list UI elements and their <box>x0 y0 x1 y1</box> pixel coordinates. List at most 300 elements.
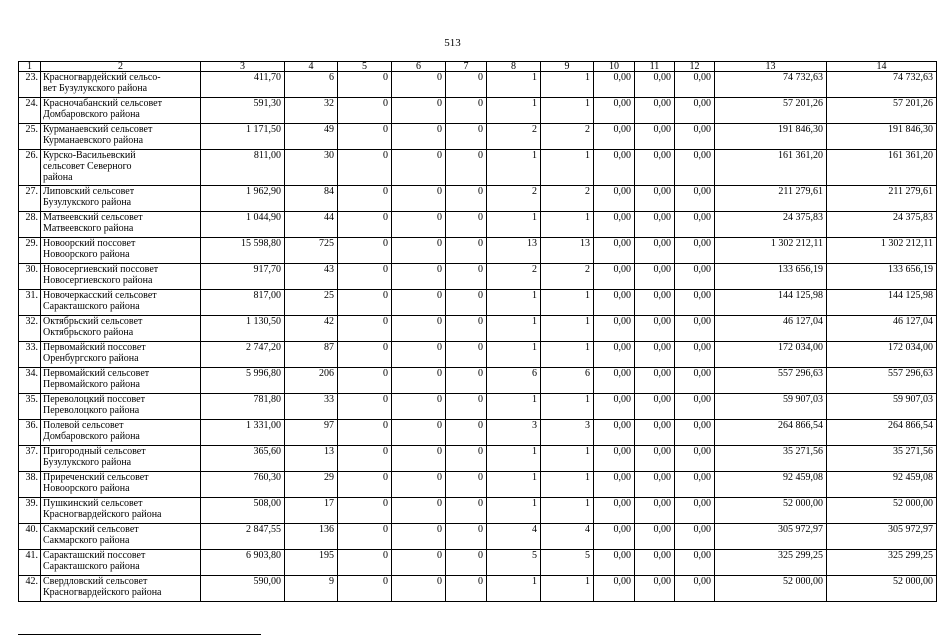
value-cell-col-6: 0 <box>392 498 446 524</box>
value-cell-col-3: 2 847,55 <box>201 524 285 550</box>
row-number: 24. <box>19 98 41 124</box>
value-cell-col-11: 0,00 <box>635 212 675 238</box>
value-cell-col-14: 161 361,20 <box>827 150 937 186</box>
table-row <box>19 290 937 316</box>
value-cell-col-6: 0 <box>392 576 446 602</box>
value-cell-col-12: 0,00 <box>675 264 715 290</box>
value-cell-col-11: 0,00 <box>635 264 675 290</box>
value-cell-col-11: 0,00 <box>635 342 675 368</box>
value-cell-col-5: 0 <box>338 446 392 472</box>
value-cell-col-3: 811,00 <box>201 150 285 186</box>
value-cell-col-8: 1 <box>487 98 541 124</box>
table-row <box>19 72 937 98</box>
value-cell-col-7: 0 <box>446 420 487 446</box>
row-number: 41. <box>19 550 41 576</box>
table-row <box>19 264 937 290</box>
value-cell-col-6: 0 <box>392 150 446 186</box>
value-cell-col-14: 325 299,25 <box>827 550 937 576</box>
value-cell-col-4: 25 <box>285 290 338 316</box>
column-header-6: 6 <box>392 62 446 72</box>
value-cell-col-12: 0,00 <box>675 212 715 238</box>
table-row <box>19 394 937 420</box>
value-cell-col-8: 4 <box>487 524 541 550</box>
value-cell-col-11: 0,00 <box>635 498 675 524</box>
column-header-10: 10 <box>594 62 635 72</box>
value-cell-col-13: 57 201,26 <box>715 98 827 124</box>
value-cell-col-8: 1 <box>487 342 541 368</box>
value-cell-col-6: 0 <box>392 550 446 576</box>
value-cell-col-8: 13 <box>487 238 541 264</box>
value-cell-col-6: 0 <box>392 264 446 290</box>
value-cell-col-5: 0 <box>338 290 392 316</box>
value-cell-col-7: 0 <box>446 394 487 420</box>
value-cell-col-5: 0 <box>338 394 392 420</box>
value-cell-col-10: 0,00 <box>594 472 635 498</box>
value-cell-col-10: 0,00 <box>594 290 635 316</box>
value-cell-col-4: 49 <box>285 124 338 150</box>
municipality-name: Свердловский сельсовет Красногвардейского района <box>41 576 201 602</box>
table-row <box>19 238 937 264</box>
value-cell-col-8: 1 <box>487 212 541 238</box>
value-cell-col-8: 6 <box>487 368 541 394</box>
value-cell-col-6: 0 <box>392 446 446 472</box>
value-cell-col-14: 92 459,08 <box>827 472 937 498</box>
municipality-name: Переволоцкий поссовет Переволоцкого района <box>41 394 201 420</box>
value-cell-col-12: 0,00 <box>675 524 715 550</box>
value-cell-col-6: 0 <box>392 290 446 316</box>
value-cell-col-14: 133 656,19 <box>827 264 937 290</box>
value-cell-col-10: 0,00 <box>594 394 635 420</box>
municipality-name: Новоорский поссовет Новоорского района <box>41 238 201 264</box>
value-cell-col-14: 24 375,83 <box>827 212 937 238</box>
value-cell-col-14: 264 866,54 <box>827 420 937 446</box>
value-cell-col-12: 0,00 <box>675 550 715 576</box>
value-cell-col-13: 172 034,00 <box>715 342 827 368</box>
value-cell-col-4: 29 <box>285 472 338 498</box>
table-body <box>19 62 937 602</box>
table-row <box>19 498 937 524</box>
value-cell-col-13: 35 271,56 <box>715 446 827 472</box>
value-cell-col-13: 325 299,25 <box>715 550 827 576</box>
value-cell-col-10: 0,00 <box>594 124 635 150</box>
value-cell-col-4: 13 <box>285 446 338 472</box>
table-row <box>19 368 937 394</box>
municipality-name: Первомайский сельсовет Первомайского района <box>41 368 201 394</box>
value-cell-col-5: 0 <box>338 150 392 186</box>
value-cell-col-8: 1 <box>487 576 541 602</box>
value-cell-col-9: 13 <box>541 238 594 264</box>
table-row <box>19 342 937 368</box>
value-cell-col-6: 0 <box>392 420 446 446</box>
value-cell-col-5: 0 <box>338 472 392 498</box>
value-cell-col-7: 0 <box>446 238 487 264</box>
value-cell-col-7: 0 <box>446 98 487 124</box>
value-cell-col-7: 0 <box>446 576 487 602</box>
value-cell-col-11: 0,00 <box>635 368 675 394</box>
value-cell-col-3: 1 962,90 <box>201 186 285 212</box>
value-cell-col-13: 46 127,04 <box>715 316 827 342</box>
table-row <box>19 446 937 472</box>
value-cell-col-3: 781,80 <box>201 394 285 420</box>
value-cell-col-13: 59 907,03 <box>715 394 827 420</box>
value-cell-col-13: 305 972,97 <box>715 524 827 550</box>
municipality-name: Сакмарский сельсовет Сакмарского района <box>41 524 201 550</box>
value-cell-col-6: 0 <box>392 316 446 342</box>
value-cell-col-11: 0,00 <box>635 576 675 602</box>
value-cell-col-6: 0 <box>392 186 446 212</box>
value-cell-col-11: 0,00 <box>635 290 675 316</box>
value-cell-col-8: 5 <box>487 550 541 576</box>
value-cell-col-13: 74 732,63 <box>715 72 827 98</box>
value-cell-col-5: 0 <box>338 524 392 550</box>
value-cell-col-10: 0,00 <box>594 420 635 446</box>
value-cell-col-14: 74 732,63 <box>827 72 937 98</box>
value-cell-col-4: 33 <box>285 394 338 420</box>
value-cell-col-4: 9 <box>285 576 338 602</box>
value-cell-col-14: 57 201,26 <box>827 98 937 124</box>
value-cell-col-4: 42 <box>285 316 338 342</box>
value-cell-col-4: 43 <box>285 264 338 290</box>
value-cell-col-9: 6 <box>541 368 594 394</box>
value-cell-col-5: 0 <box>338 342 392 368</box>
column-header-11: 11 <box>635 62 675 72</box>
value-cell-col-10: 0,00 <box>594 264 635 290</box>
value-cell-col-11: 0,00 <box>635 524 675 550</box>
value-cell-col-13: 144 125,98 <box>715 290 827 316</box>
value-cell-col-5: 0 <box>338 264 392 290</box>
column-header-5: 5 <box>338 62 392 72</box>
value-cell-col-4: 97 <box>285 420 338 446</box>
value-cell-col-8: 2 <box>487 186 541 212</box>
row-number: 35. <box>19 394 41 420</box>
value-cell-col-6: 0 <box>392 98 446 124</box>
value-cell-col-11: 0,00 <box>635 98 675 124</box>
value-cell-col-3: 15 598,80 <box>201 238 285 264</box>
value-cell-col-10: 0,00 <box>594 368 635 394</box>
municipality-name: Пригородный сельсовет Бузулукского района <box>41 446 201 472</box>
value-cell-col-11: 0,00 <box>635 394 675 420</box>
value-cell-col-7: 0 <box>446 524 487 550</box>
value-cell-col-14: 144 125,98 <box>827 290 937 316</box>
value-cell-col-3: 1 130,50 <box>201 316 285 342</box>
value-cell-col-8: 3 <box>487 420 541 446</box>
value-cell-col-5: 0 <box>338 550 392 576</box>
value-cell-col-4: 17 <box>285 498 338 524</box>
value-cell-col-4: 32 <box>285 98 338 124</box>
municipality-name: Полевой сельсовет Домбаровского района <box>41 420 201 446</box>
value-cell-col-11: 0,00 <box>635 186 675 212</box>
footnote-divider <box>18 634 261 635</box>
value-cell-col-4: 195 <box>285 550 338 576</box>
value-cell-col-14: 305 972,97 <box>827 524 937 550</box>
value-cell-col-9: 1 <box>541 316 594 342</box>
value-cell-col-7: 0 <box>446 212 487 238</box>
value-cell-col-11: 0,00 <box>635 446 675 472</box>
value-cell-col-9: 2 <box>541 124 594 150</box>
value-cell-col-10: 0,00 <box>594 550 635 576</box>
row-number: 31. <box>19 290 41 316</box>
value-cell-col-13: 92 459,08 <box>715 472 827 498</box>
value-cell-col-5: 0 <box>338 212 392 238</box>
value-cell-col-12: 0,00 <box>675 368 715 394</box>
value-cell-col-9: 1 <box>541 472 594 498</box>
municipality-name: Первомайский поссовет Оренбургского района <box>41 342 201 368</box>
municipality-name: Саракташский поссовет Саракташского района <box>41 550 201 576</box>
value-cell-col-5: 0 <box>338 316 392 342</box>
value-cell-col-3: 508,00 <box>201 498 285 524</box>
value-cell-col-13: 211 279,61 <box>715 186 827 212</box>
row-number: 23. <box>19 72 41 98</box>
value-cell-col-10: 0,00 <box>594 316 635 342</box>
value-cell-col-9: 1 <box>541 150 594 186</box>
municipality-name: Курманаевский сельсовет Курманаевского района <box>41 124 201 150</box>
row-number: 38. <box>19 472 41 498</box>
value-cell-col-4: 87 <box>285 342 338 368</box>
value-cell-col-4: 44 <box>285 212 338 238</box>
row-number: 27. <box>19 186 41 212</box>
value-cell-col-3: 411,70 <box>201 72 285 98</box>
column-header-7: 7 <box>446 62 487 72</box>
value-cell-col-9: 1 <box>541 290 594 316</box>
value-cell-col-11: 0,00 <box>635 316 675 342</box>
value-cell-col-7: 0 <box>446 342 487 368</box>
municipality-name: Пушкинский сельсовет Красногвардейского района <box>41 498 201 524</box>
value-cell-col-6: 0 <box>392 124 446 150</box>
value-cell-col-3: 1 044,90 <box>201 212 285 238</box>
value-cell-col-7: 0 <box>446 290 487 316</box>
value-cell-col-13: 52 000,00 <box>715 576 827 602</box>
value-cell-col-14: 191 846,30 <box>827 124 937 150</box>
table-row <box>19 98 937 124</box>
value-cell-col-7: 0 <box>446 498 487 524</box>
value-cell-col-7: 0 <box>446 264 487 290</box>
value-cell-col-9: 1 <box>541 394 594 420</box>
value-cell-col-11: 0,00 <box>635 72 675 98</box>
value-cell-col-12: 0,00 <box>675 394 715 420</box>
value-cell-col-8: 1 <box>487 394 541 420</box>
value-cell-col-5: 0 <box>338 98 392 124</box>
value-cell-col-5: 0 <box>338 498 392 524</box>
value-cell-col-6: 0 <box>392 342 446 368</box>
value-cell-col-12: 0,00 <box>675 186 715 212</box>
value-cell-col-10: 0,00 <box>594 212 635 238</box>
row-number: 36. <box>19 420 41 446</box>
value-cell-col-4: 30 <box>285 150 338 186</box>
value-cell-col-9: 1 <box>541 498 594 524</box>
table-header-row <box>19 62 937 72</box>
value-cell-col-8: 1 <box>487 498 541 524</box>
page-number: 513 <box>444 37 461 49</box>
value-cell-col-12: 0,00 <box>675 498 715 524</box>
value-cell-col-10: 0,00 <box>594 524 635 550</box>
value-cell-col-6: 0 <box>392 472 446 498</box>
table-row <box>19 150 937 186</box>
row-number: 39. <box>19 498 41 524</box>
municipality-name: Новосергиевский поссовет Новосергиевского района <box>41 264 201 290</box>
value-cell-col-9: 1 <box>541 446 594 472</box>
value-cell-col-11: 0,00 <box>635 150 675 186</box>
value-cell-col-8: 2 <box>487 264 541 290</box>
value-cell-col-3: 760,30 <box>201 472 285 498</box>
value-cell-col-9: 2 <box>541 264 594 290</box>
value-cell-col-14: 52 000,00 <box>827 498 937 524</box>
value-cell-col-14: 557 296,63 <box>827 368 937 394</box>
value-cell-col-3: 365,60 <box>201 446 285 472</box>
row-number: 30. <box>19 264 41 290</box>
column-header-4: 4 <box>285 62 338 72</box>
value-cell-col-3: 591,30 <box>201 98 285 124</box>
value-cell-col-13: 264 866,54 <box>715 420 827 446</box>
municipality-name: Красночабанский сельсовет Домбаровского района <box>41 98 201 124</box>
value-cell-col-7: 0 <box>446 186 487 212</box>
value-cell-col-5: 0 <box>338 238 392 264</box>
table-row <box>19 524 937 550</box>
table-row <box>19 212 937 238</box>
value-cell-col-9: 5 <box>541 550 594 576</box>
value-cell-col-12: 0,00 <box>675 290 715 316</box>
value-cell-col-3: 5 996,80 <box>201 368 285 394</box>
value-cell-col-7: 0 <box>446 550 487 576</box>
municipality-name: Липовский сельсовет Бузулукского района <box>41 186 201 212</box>
value-cell-col-4: 136 <box>285 524 338 550</box>
value-cell-col-6: 0 <box>392 394 446 420</box>
value-cell-col-13: 24 375,83 <box>715 212 827 238</box>
value-cell-col-8: 1 <box>487 72 541 98</box>
value-cell-col-8: 1 <box>487 290 541 316</box>
value-cell-col-9: 4 <box>541 524 594 550</box>
row-number: 26. <box>19 150 41 186</box>
value-cell-col-12: 0,00 <box>675 472 715 498</box>
value-cell-col-8: 1 <box>487 150 541 186</box>
value-cell-col-11: 0,00 <box>635 124 675 150</box>
value-cell-col-9: 1 <box>541 72 594 98</box>
table-row <box>19 576 937 602</box>
value-cell-col-5: 0 <box>338 576 392 602</box>
table-row <box>19 186 937 212</box>
value-cell-col-13: 191 846,30 <box>715 124 827 150</box>
value-cell-col-7: 0 <box>446 446 487 472</box>
value-cell-col-9: 1 <box>541 576 594 602</box>
municipality-name: Приреченский сельсовет Новоорского района <box>41 472 201 498</box>
value-cell-col-6: 0 <box>392 238 446 264</box>
column-header-2: 2 <box>41 62 201 72</box>
value-cell-col-3: 917,70 <box>201 264 285 290</box>
municipality-name: Новочеркасский сельсовет Саракташского района <box>41 290 201 316</box>
row-number: 29. <box>19 238 41 264</box>
value-cell-col-12: 0,00 <box>675 420 715 446</box>
value-cell-col-5: 0 <box>338 124 392 150</box>
row-number: 25. <box>19 124 41 150</box>
column-header-3: 3 <box>201 62 285 72</box>
value-cell-col-14: 46 127,04 <box>827 316 937 342</box>
value-cell-col-10: 0,00 <box>594 498 635 524</box>
value-cell-col-5: 0 <box>338 420 392 446</box>
value-cell-col-3: 6 903,80 <box>201 550 285 576</box>
row-number: 37. <box>19 446 41 472</box>
value-cell-col-12: 0,00 <box>675 316 715 342</box>
value-cell-col-11: 0,00 <box>635 420 675 446</box>
value-cell-col-4: 725 <box>285 238 338 264</box>
value-cell-col-14: 59 907,03 <box>827 394 937 420</box>
municipality-name: Октябрьский сельсовет Октябрьского района <box>41 316 201 342</box>
value-cell-col-3: 590,00 <box>201 576 285 602</box>
value-cell-col-4: 6 <box>285 72 338 98</box>
value-cell-col-3: 817,00 <box>201 290 285 316</box>
value-cell-col-7: 0 <box>446 72 487 98</box>
value-cell-col-6: 0 <box>392 524 446 550</box>
value-cell-col-7: 0 <box>446 368 487 394</box>
value-cell-col-8: 2 <box>487 124 541 150</box>
value-cell-col-13: 1 302 212,11 <box>715 238 827 264</box>
value-cell-col-10: 0,00 <box>594 446 635 472</box>
value-cell-col-12: 0,00 <box>675 342 715 368</box>
column-header-12: 12 <box>675 62 715 72</box>
value-cell-col-6: 0 <box>392 212 446 238</box>
value-cell-col-12: 0,00 <box>675 124 715 150</box>
row-number: 32. <box>19 316 41 342</box>
value-cell-col-14: 35 271,56 <box>827 446 937 472</box>
column-header-14: 14 <box>827 62 937 72</box>
value-cell-col-7: 0 <box>446 472 487 498</box>
value-cell-col-12: 0,00 <box>675 238 715 264</box>
value-cell-col-7: 0 <box>446 316 487 342</box>
table-row <box>19 420 937 446</box>
value-cell-col-11: 0,00 <box>635 472 675 498</box>
municipality-name: Красногвардейский сельсо- вет Бузулукского района <box>41 72 201 98</box>
value-cell-col-5: 0 <box>338 368 392 394</box>
value-cell-col-9: 3 <box>541 420 594 446</box>
value-cell-col-12: 0,00 <box>675 446 715 472</box>
value-cell-col-14: 52 000,00 <box>827 576 937 602</box>
row-number: 42. <box>19 576 41 602</box>
value-cell-col-7: 0 <box>446 124 487 150</box>
column-header-9: 9 <box>541 62 594 72</box>
row-number: 34. <box>19 368 41 394</box>
column-header-8: 8 <box>487 62 541 72</box>
row-number: 33. <box>19 342 41 368</box>
value-cell-col-12: 0,00 <box>675 72 715 98</box>
data-table <box>18 61 937 602</box>
municipality-name: Курско-Васильевский сельсовет Северного района <box>41 150 201 186</box>
row-number: 28. <box>19 212 41 238</box>
value-cell-col-10: 0,00 <box>594 150 635 186</box>
value-cell-col-5: 0 <box>338 72 392 98</box>
value-cell-col-14: 1 302 212,11 <box>827 238 937 264</box>
table-row <box>19 316 937 342</box>
value-cell-col-10: 0,00 <box>594 238 635 264</box>
value-cell-col-11: 0,00 <box>635 238 675 264</box>
value-cell-col-9: 2 <box>541 186 594 212</box>
value-cell-col-10: 0,00 <box>594 576 635 602</box>
value-cell-col-10: 0,00 <box>594 186 635 212</box>
value-cell-col-7: 0 <box>446 150 487 186</box>
table-row <box>19 472 937 498</box>
value-cell-col-3: 1 331,00 <box>201 420 285 446</box>
value-cell-col-9: 1 <box>541 98 594 124</box>
value-cell-col-11: 0,00 <box>635 550 675 576</box>
value-cell-col-12: 0,00 <box>675 576 715 602</box>
row-number: 40. <box>19 524 41 550</box>
value-cell-col-10: 0,00 <box>594 72 635 98</box>
municipality-name: Матвеевский сельсовет Матвеевского района <box>41 212 201 238</box>
value-cell-col-4: 206 <box>285 368 338 394</box>
value-cell-col-14: 211 279,61 <box>827 186 937 212</box>
column-header-13: 13 <box>715 62 827 72</box>
table-row <box>19 550 937 576</box>
table-row <box>19 124 937 150</box>
value-cell-col-13: 557 296,63 <box>715 368 827 394</box>
value-cell-col-10: 0,00 <box>594 342 635 368</box>
